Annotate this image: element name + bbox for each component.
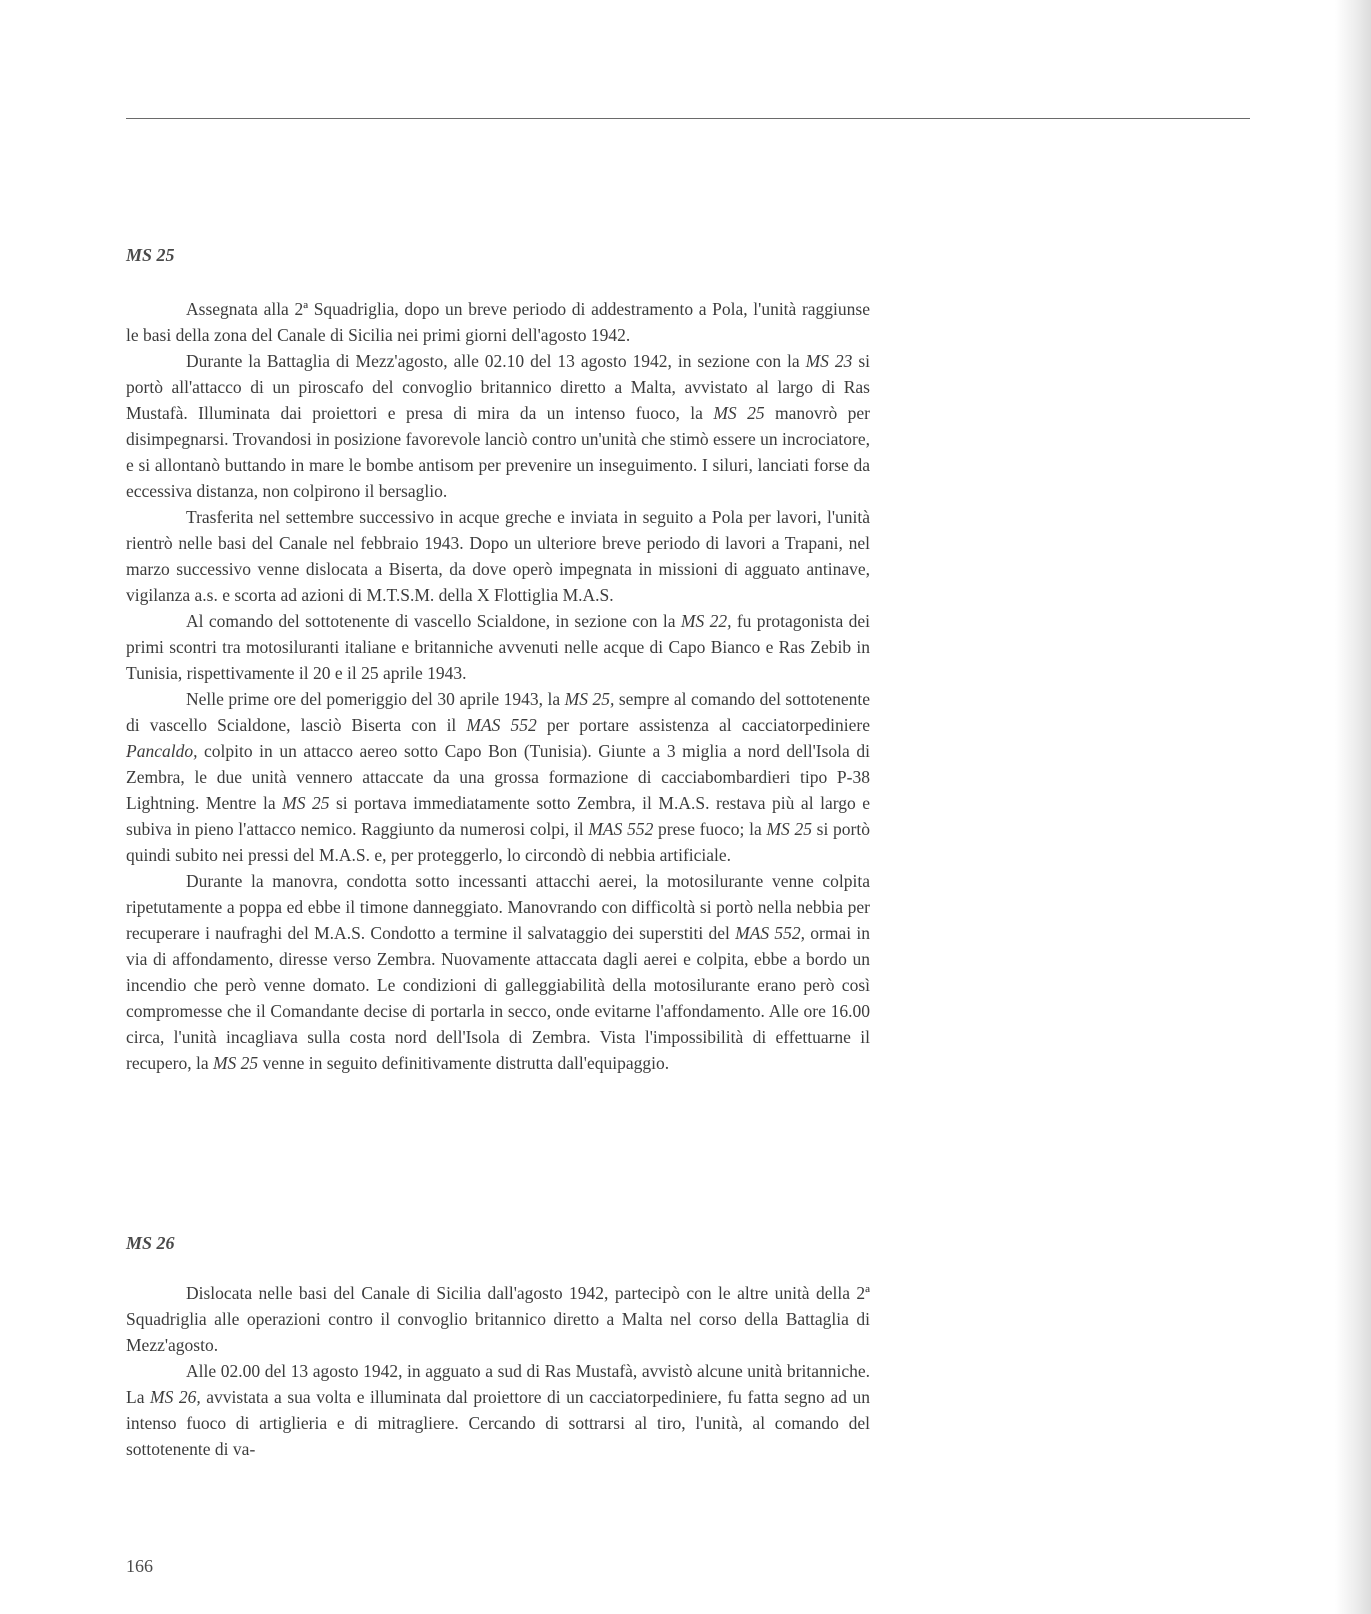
vessel-name: MS 23 <box>805 351 853 371</box>
vessel-name: MS 26, <box>150 1387 201 1407</box>
vessel-name: MS 25 <box>212 1053 259 1073</box>
section-body-ms26 <box>126 1280 870 1462</box>
text-run: Assegnata alla 2ª Squadriglia, dopo un breve periodo di addestramento a Pola, l'unità raggiunse le basi della zona del Canale di Sicilia nei primi giorni dell'agosto 1942. <box>126 299 870 345</box>
text-run: Al comando del sottotenente di vascello Scialdone, in sezione con la <box>186 611 681 631</box>
paragraph <box>126 1280 870 1358</box>
text-run: avvistata a sua volta e illuminata dal proiettore di un cacciatorpediniere, fu fatta segno ad un intenso fuoco di artiglieria e di mitragliere. Cercando di sottrarsi al tiro, l'unità, al comando del sottotenente di va- <box>126 1387 871 1459</box>
page-edge-shadow <box>1335 0 1371 1614</box>
paragraph <box>126 868 870 1076</box>
paragraph <box>126 296 870 348</box>
text-run: manovrò per disimpegnarsi. Trovandosi in posizione favorevole lanciò contro un'unità che stimò essere un incrociatore, e si allontanò buttando in mare le bombe antisom per prevenire un inseguimento. I siluri, lanciati forse da eccessiva distanza, non colpirono il bersaglio. <box>126 403 870 501</box>
text-run: colpito in un attacco aereo sotto Capo Bon (Tunisia). Giunte a 3 miglia a nord dell'Isola di Zembra, le due unità vennero attaccate da una grossa formazione di cacciabombardieri tipo P-38 Lightning. Mentre la <box>126 741 870 813</box>
text-run: sempre al comando del sottotenente di vascello Scialdone, lasciò Biserta con il <box>126 689 870 735</box>
text-run: fu protagonista dei primi scontri tra motosiluranti italiane e britanniche avvenuti nelle acque di Capo Bianco e Ras Zebib in Tunisia, rispettivamente il 20 e il 25 aprile 1943. <box>126 611 871 683</box>
vessel-name: MS 22, <box>680 611 732 631</box>
paragraph <box>126 608 870 686</box>
section-heading-ms25: MS 25 <box>126 245 175 265</box>
vessel-name: MS 25 <box>282 793 330 813</box>
vessel-name: MAS 552, <box>735 923 806 943</box>
vessel-name: MS 25 <box>766 819 812 839</box>
text-run: Trasferita nel settembre successivo in acque greche e inviata in seguito a Pola per lavori, l'unità rientrò nelle basi del Canale nel febbraio 1943. Dopo un ulteriore breve periodo di lavori a Trapani, nel marzo successivo venne dislocata a Biserta, da dove operò impegnata in missioni di agguato antinave, vigilanza a.s. e scorta ad azioni di M.T.S.M. della X Flottiglia M.A.S. <box>126 507 870 605</box>
text-run: Durante la manovra, condotta sotto incessanti attacchi aerei, la motosilurante venne colpita ripetutamente a poppa ed ebbe il timone danneggiato. Manovrando con difficoltà si portò nella nebbia per recuperare i naufraghi del M.A.S. Condotto a termine il salvataggio dei superstiti del <box>126 871 870 943</box>
text-run: si portò quindi subito nei pressi del M.A.S. e, per proteggerlo, lo circondò di nebbia artificiale. <box>126 819 870 865</box>
section-heading-ms26: MS 26 <box>126 1233 175 1253</box>
text-run: prese fuoco; la <box>653 819 767 839</box>
header-rule <box>126 118 1250 119</box>
text-run: venne in seguito definitivamente distrutta dall'equipaggio. <box>258 1053 670 1073</box>
text-run: ormai in via di affondamento, diresse verso Zembra. Nuovamente attaccata dagli aerei e colpita, ebbe a bordo un incendio che però venne domato. Le condizioni di galleggiabilità della motosilurante erano però così compromesse che il Comandante decise di portarla in secco, onde evitarne l'affondamento. Alle ore 16.00 circa, l'unità incagliava sulla costa nord dell'Isola di Zembra. Vista l'impossibilità di effettuarne il recupero, la <box>126 923 870 1073</box>
text-run: Alle 02.00 del 13 agosto 1942, in agguato a sud di Ras Mustafà, avvistò alcune unità britanniche. La <box>126 1361 870 1407</box>
vessel-name: MS 25 <box>713 403 765 423</box>
text-run: si portava immediatamente sotto Zembra, il M.A.S. restava più al largo e subiva in pieno l'attacco nemico. Raggiunto da numerosi colpi, il <box>126 793 871 839</box>
vessel-name: MS 25, <box>564 689 615 709</box>
paragraph <box>126 348 870 504</box>
text-run: per portare assistenza al cacciatorpediniere <box>536 715 870 735</box>
text-run: Nelle prime ore del pomeriggio del 30 aprile 1943, la <box>186 689 565 709</box>
paragraph <box>126 504 870 608</box>
vessel-name: MAS 552 <box>466 715 537 735</box>
text-run: si portò all'attacco di un piroscafo del convoglio britannico diretto a Malta, avvistato al largo di Ras Mustafà. Illuminata dai proiettori e presa di mira da un intenso fuoco, la <box>126 351 870 423</box>
text-run: Dislocata nelle basi del Canale di Sicilia dall'agosto 1942, partecipò con le altre unità della 2ª Squadriglia alle operazioni contro il convoglio britannico diretto a Malta nel corso della Battaglia di Mezz'agosto. <box>126 1283 870 1355</box>
section-body-ms25 <box>126 296 870 1076</box>
paragraph <box>126 1358 870 1462</box>
page-number: 166 <box>126 1556 153 1576</box>
vessel-name: MAS 552 <box>588 819 654 839</box>
paragraph <box>126 686 870 868</box>
text-run: Durante la Battaglia di Mezz'agosto, alle 02.10 del 13 agosto 1942, in sezione con la <box>186 351 806 371</box>
vessel-name: Pancaldo, <box>126 741 198 761</box>
